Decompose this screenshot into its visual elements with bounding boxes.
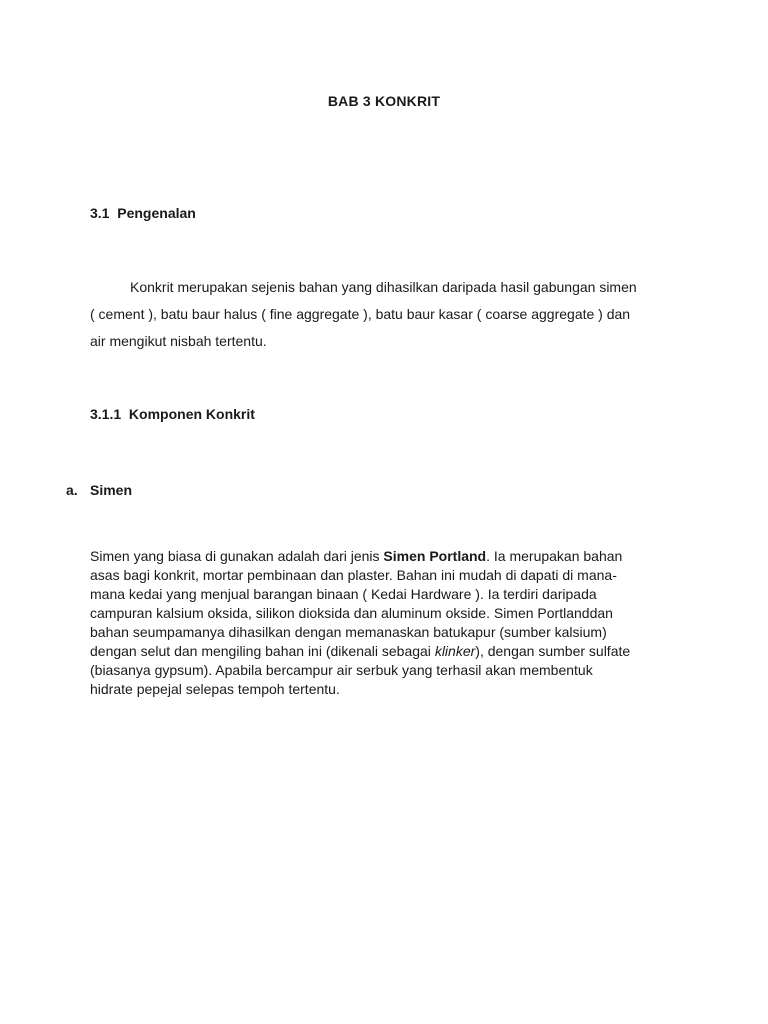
section-number: 3.1 <box>90 205 110 221</box>
section-title: Pengenalan <box>117 205 196 221</box>
simen-line1-text: Simen yang biasa di gunakan adalah dari jenis <box>90 548 384 564</box>
subsection-title: Komponen Konkrit <box>128 406 255 422</box>
simen-line6-text: dengan selut dan mengiling bahan ini (dikenali sebagai <box>90 643 435 659</box>
simen-portland-term: Simen Portland <box>383 548 487 564</box>
simen-paragraph-line: asas bagi konkrit, mortar pembinaan dan plaster. Bahan ini mudah di dapati di mana- <box>90 567 617 583</box>
chapter-title: BAB 3 KONKRIT <box>327 93 441 109</box>
simen-paragraph-line: mana kedai yang menjual barangan binaan ( Kedai Hardware ). Ia terdiri daripada <box>90 586 597 602</box>
simen-paragraph-line: (biasanya gypsum). Apabila bercampur air serbuk yang terhasil akan membentuk <box>90 662 593 678</box>
intro-paragraph-line: air mengikut nisbah tertentu. <box>90 333 267 349</box>
simen-paragraph-line <box>90 643 630 662</box>
list-marker-a: a. <box>66 482 78 498</box>
intro-paragraph-line: Konkrit merupakan sejenis bahan yang dihasilkan daripada hasil gabungan simen <box>130 279 637 295</box>
simen-paragraph-line <box>90 548 630 567</box>
simen-line1-text-end: . Ia merupakan bahan <box>486 548 623 564</box>
item-heading-simen: Simen <box>90 482 133 498</box>
subsection-heading-komponen <box>90 406 255 422</box>
simen-paragraph-line: bahan seumpamanya dihasilkan dengan memanaskan batukapur (sumber kalsium) <box>90 624 607 640</box>
intro-paragraph <box>90 279 637 360</box>
intro-paragraph-line: ( cement ), batu baur halus ( fine aggregate ), batu baur kasar ( coarse aggregate ) dan <box>90 306 631 322</box>
subsection-number: 3.1.1 <box>90 406 122 422</box>
simen-paragraph-line: hidrate pepejal selepas tempoh tertentu. <box>90 681 340 697</box>
simen-paragraph-line: campuran kalsium oksida, silikon dioksida dan aluminum okside. Simen Portlanddan <box>90 605 613 621</box>
klinker-term: klinker <box>434 643 476 659</box>
simen-line6-text-end: ), dengan sumber sulfate <box>475 643 631 659</box>
section-heading-pengenalan <box>90 205 196 221</box>
simen-paragraph <box>90 548 630 700</box>
